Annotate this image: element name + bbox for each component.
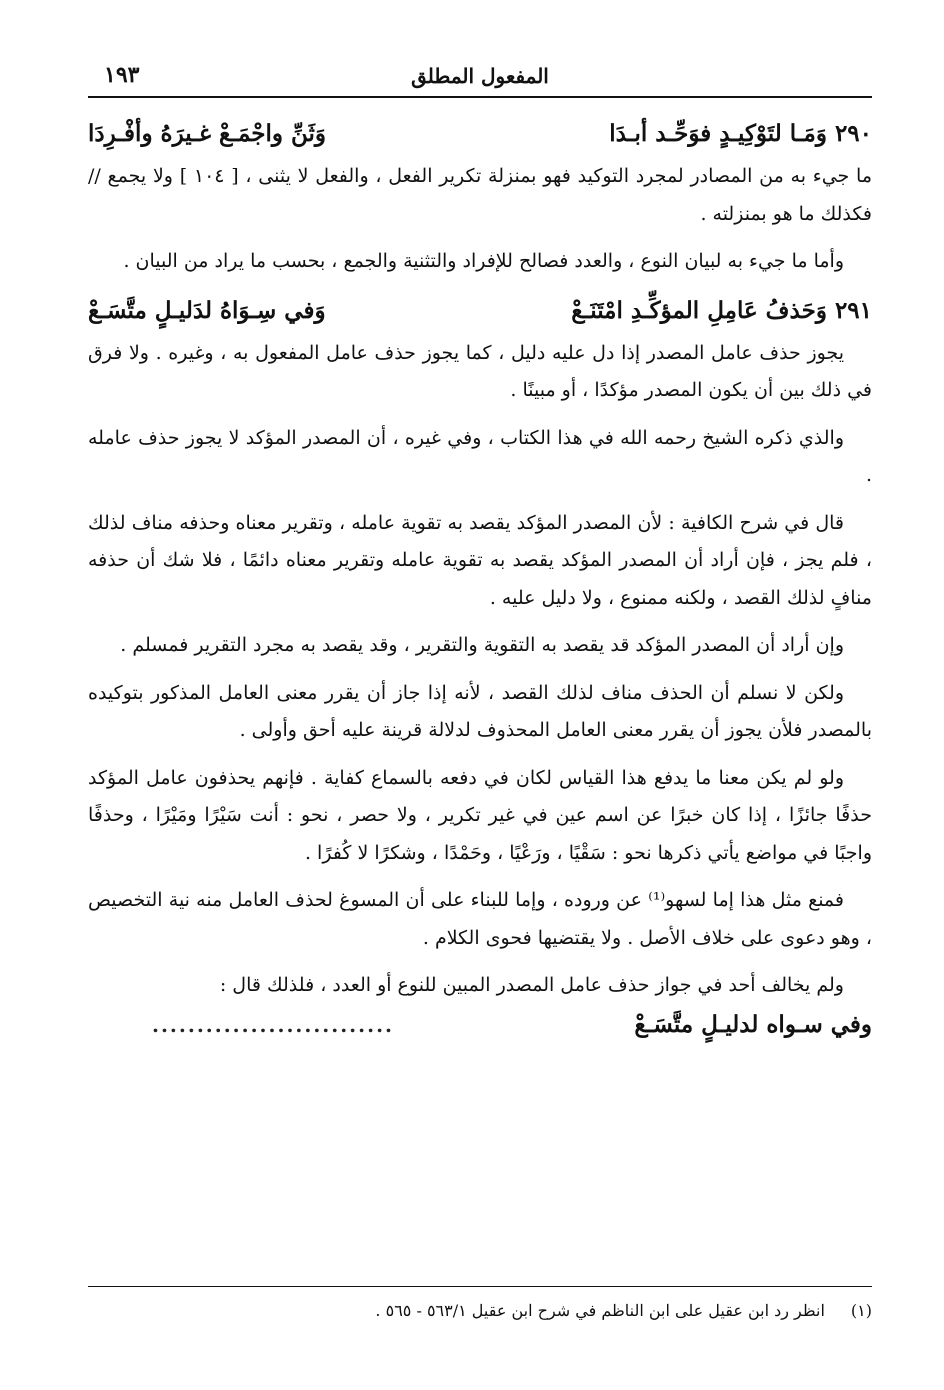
paragraph: ولو لم يكن معنا ما يدفع هذا القياس لكان في دفعه بالسماع كفاية . فإنهم يحذفون عامل المؤكد حذفًا جائزًا ، إذا كان خبرًا عن اسم عين في غير تكرير ، ولا حصر ، نحو : أنت سَيْرًا ومَيْرًا ، وحذفًا واجبًا في مواضع يأتي ذكرها نحو : سَقْيًا ، ورَعْيًا ، وحَمْدًا ، وشكرًا لا كُفرًا . <box>88 766 872 864</box>
verse-second-hemistich: وَثَنِّ واجْمَـعْ غـيرَهُ وأفْـرِدَا <box>88 120 327 147</box>
page-header <box>88 58 872 98</box>
footnote-divider <box>88 1286 872 1287</box>
running-title: المفعول المطلق <box>411 64 549 88</box>
ellipsis-dots: ........................... <box>152 1012 394 1037</box>
paragraph: ولكن لا نسلم أن الحذف مناف لذلك القصد ، لأنه إذا جاز أن يقرر معنى العامل المذكور بتوكيده بالمصدر فلأن يجوز أن يقرر معنى العامل المحذوف لدلالة قرينة عليه أحق وأولى . <box>88 681 872 741</box>
paragraph: ما جيء به من المصادر لمجرد التوكيد فهو بمنزلة تكرير الفعل ، والفعل لا يثنى ، [ ١٠٤ ] ولا يجمع // فكذلك ما هو بمنزلته . <box>88 165 872 225</box>
verse-second-hemistich: وفي سـواه لدليـلٍ متَّسَـعْ <box>634 1010 872 1038</box>
paragraph: والذي ذكره الشيخ رحمه الله في هذا الكتاب ، وفي غيره ، أن المصدر المؤكد لا يجوز حذف عامله . <box>88 426 872 486</box>
paragraph: فمنع مثل هذا إما لسهو⁽¹⁾ عن وروده ، وإما للبناء على أن المسوغ لحذف العامل منه نية التخصيص ، وهو دعوى على خلاف الأصل . ولا يقتضيها فحوى الكلام . <box>88 889 872 949</box>
paragraph: وأما ما جيء به لبيان النوع ، والعدد فصالح للإفراد والتثنية والجمع ، بحسب ما يراد من البيان . <box>123 250 844 272</box>
paragraph: ولم يخالف أحد في جواز حذف عامل المصدر المبين للنوع أو العدد ، فلذلك قال : <box>219 974 844 996</box>
paragraph: يجوز حذف عامل المصدر إذا دل عليه دليل ، كما يجوز حذف عامل المفعول به ، وغيره . ولا فرق في ذلك بين أن يكون المصدر مؤكدًا ، أو مبينًا . <box>88 341 872 401</box>
footnote-text: انظر رد ابن عقيل على ابن الناظم في شرح ابن عقيل ٥٦٣/١ - ٥٦٥ . <box>375 1301 825 1320</box>
verse-second-hemistich: وَفي سِـوَاهُ لدَليـلٍ متَّسَـعْ <box>88 296 326 324</box>
verse-first-hemistich: ٢٩٠ وَمَـا لتَوْكِيـدٍ فوَحِّـد أبـدَا <box>609 120 872 147</box>
book-page <box>88 58 872 1358</box>
verse-291 <box>88 291 872 335</box>
footnote <box>88 1298 872 1324</box>
page-number: ١٩٣ <box>104 62 140 88</box>
footnote-mark: (١) <box>850 1301 872 1320</box>
paragraph: قال في شرح الكافية : لأن المصدر المؤكد يقصد به تقوية عامله ، وتقرير معناه وحذفه مناف لذلك ، فلم يجز ، فإن أراد أن المصدر المؤكد يقصد به تقوية عامله وتقرير معناه دائمًا ، فلا شك أن حذفه منافٍ لذلك القصد ، ولكنه ممنوع ، ولا دليل عليه . <box>88 511 872 609</box>
verse-first-hemistich: ٢٩١ وَحَذفُ عَامِلِ المؤكِّـدِ امْتَنَـعْ <box>571 296 872 324</box>
page-body <box>88 114 872 1049</box>
quoted-verse <box>88 1005 872 1049</box>
paragraph: وإن أراد أن المصدر المؤكد قد يقصد به التقوية والتقرير ، وقد يقصد به مجرد التقرير فمسلم . <box>120 634 844 656</box>
verse-290 <box>88 114 872 158</box>
